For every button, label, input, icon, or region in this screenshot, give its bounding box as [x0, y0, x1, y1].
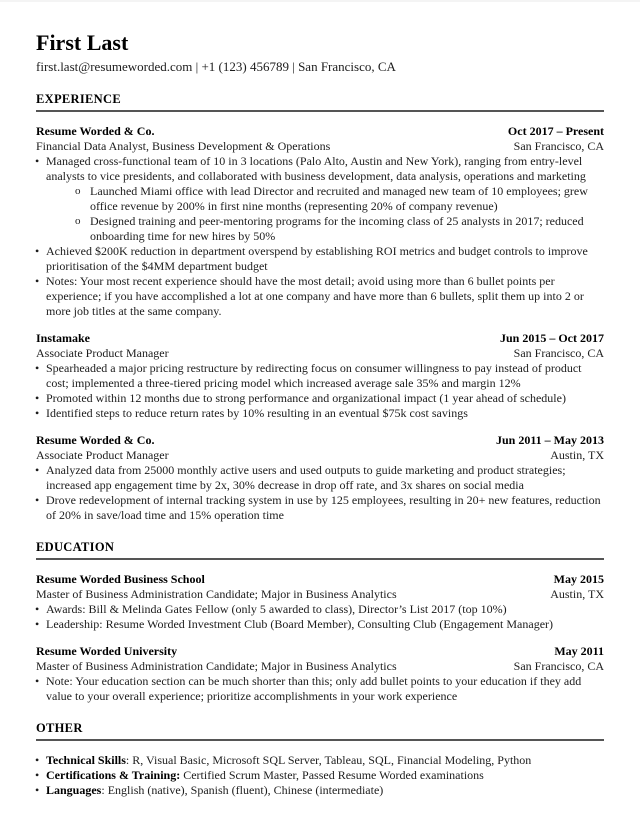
school-location: Austin, TX — [550, 587, 604, 601]
bullet-text: Notes: Your most recent experience should have the most detail; avoid using more than 6 bullet points per experience; if you have accomplished a lot at one company and have more than 6 bullets, split them up into 2 or more job titles at the same company. — [46, 274, 584, 318]
bullet-item — [36, 602, 604, 617]
skill-category-label: Certifications & Training: — [46, 768, 181, 782]
job-location: Austin, TX — [550, 448, 604, 462]
skill-category-text: : R, Visual Basic, Microsoft SQL Server, Tableau, SQL, Financial Modeling, Python — [125, 753, 532, 767]
bullet-item — [36, 463, 604, 493]
bullet-list — [36, 602, 604, 632]
sub-bullet-text: Designed training and peer-mentoring programs for the incoming class of 25 analysts in 2017; reduced onboarding time for new hires by 50% — [90, 214, 584, 243]
bullet-item — [36, 244, 604, 274]
education-section-title: EDUCATION — [36, 540, 604, 560]
job-title: Associate Product Manager — [36, 448, 169, 462]
contact-line: first.last@resumeworded.com | +1 (123) 456789 | San Francisco, CA — [36, 59, 396, 74]
bullet-item — [36, 768, 604, 783]
entry-header-row — [36, 433, 604, 448]
resume-name: First Last — [36, 30, 129, 55]
school-name: Resume Worded University — [36, 644, 178, 658]
experience-entry — [36, 433, 604, 523]
job-location: San Francisco, CA — [513, 139, 604, 153]
company-name: Instamake — [36, 331, 91, 345]
date-range: Jun 2011 – May 2013 — [495, 433, 604, 447]
entry-subheader-row — [36, 587, 604, 602]
experience-section-title: EXPERIENCE — [36, 92, 604, 112]
section-education — [36, 540, 604, 704]
other-section-title: OTHER — [36, 721, 604, 741]
bullet-text: Identified steps to reduce return rates by 10% resulting in an eventual $75k cost savings — [46, 406, 468, 420]
other-entry — [36, 753, 604, 798]
education-entry — [36, 572, 604, 632]
school-name: Resume Worded Business School — [36, 572, 205, 586]
date-range: May 2015 — [553, 572, 604, 586]
degree-title: Master of Business Administration Candidate; Major in Business Analytics — [36, 587, 397, 601]
entry-header-row — [36, 331, 604, 346]
bullet-text: Awards: Bill & Melinda Gates Fellow (only 5 awarded to class), Director’s List 2017 (top 10%) — [46, 602, 507, 616]
company-name: Resume Worded & Co. — [36, 433, 155, 447]
bullet-item — [36, 361, 604, 391]
bullet-text: Promoted within 12 months due to strong performance and organizational impact (1 year ahead of schedule) — [46, 391, 566, 405]
bullet-item — [36, 753, 604, 768]
bullet-list — [36, 154, 604, 319]
date-range: Jun 2015 – Oct 2017 — [499, 331, 604, 345]
sub-bullet-item — [74, 214, 604, 244]
entry-subheader-row — [36, 448, 604, 463]
skill-category-label: Technical Skills — [46, 753, 126, 767]
skill-category-text: Certified Scrum Master, Passed Resume Worded examinations — [180, 768, 484, 782]
bullet-text: Managed cross-functional team of 10 in 3 locations (Palo Alto, Austin and New York), ranging from entry-level analysts to vice presidents, and collaborated with business development, data analysis, operations and marketing — [46, 154, 586, 183]
bullet-text: Analyzed data from 25000 monthly active users and used outputs to guide marketing and product strategies; increased app engagement time by 2x, 30% decrease in drop off rate, and 3x shares on social media — [46, 463, 566, 492]
skill-category-label: Languages — [46, 783, 102, 797]
bullet-item — [36, 783, 604, 798]
experience-entry — [36, 124, 604, 319]
company-name: Resume Worded & Co. — [36, 124, 155, 138]
job-location: San Francisco, CA — [513, 346, 604, 360]
entry-subheader-row — [36, 139, 604, 154]
bullet-text: Drove redevelopment of internal tracking system in use by 125 employees, resulting in 20+ new features, reduction of 20% in save/load time and 15% operation time — [46, 493, 601, 522]
bullet-list — [36, 674, 604, 704]
section-other — [36, 721, 604, 798]
bullet-list — [36, 753, 604, 798]
bullet-list — [36, 361, 604, 421]
bullet-item — [36, 391, 604, 406]
bullet-item — [36, 617, 604, 632]
sub-bullet-item — [74, 184, 604, 214]
entry-header-row — [36, 124, 604, 139]
entry-header-row — [36, 644, 604, 659]
bullet-text: Achieved $200K reduction in department overspend by establishing ROI metrics and budget controls to improve prioritisation of the $4MM department budget — [46, 244, 588, 273]
degree-title: Master of Business Administration Candidate; Major in Business Analytics — [36, 659, 397, 673]
date-range: May 2011 — [554, 644, 604, 658]
bullet-item — [36, 406, 604, 421]
section-experience — [36, 92, 604, 523]
experience-entry — [36, 331, 604, 421]
bullet-item — [36, 674, 604, 704]
job-title: Associate Product Manager — [36, 346, 169, 360]
bullet-item — [36, 493, 604, 523]
job-title: Financial Data Analyst, Business Development & Operations — [36, 139, 331, 153]
date-range: Oct 2017 – Present — [507, 124, 604, 138]
entry-subheader-row — [36, 659, 604, 674]
sub-bullet-text: Launched Miami office with lead Director and recruited and managed new team of 10 employees; grew office revenue by 200% in first nine months (representing 20% of company revenue) — [90, 184, 588, 213]
bullet-text: Leadership: Resume Worded Investment Club (Board Member), Consulting Club (Engagement Manager) — [46, 617, 554, 631]
sub-bullet-list — [46, 184, 604, 244]
entry-subheader-row — [36, 346, 604, 361]
bullet-item — [36, 154, 604, 244]
bullet-text: Spearheaded a major pricing restructure by redirecting focus on consumer willingness to pay instead of product cost; implemented a three-tiered pricing model which increased average sale 35% and margin 12% — [46, 361, 582, 390]
bullet-list — [36, 463, 604, 523]
entry-header-row — [36, 572, 604, 587]
bullet-item — [36, 274, 604, 319]
education-entry — [36, 644, 604, 704]
skill-category-text: : English (native), Spanish (fluent), Chinese (intermediate) — [101, 783, 384, 797]
school-location: San Francisco, CA — [513, 659, 604, 673]
bullet-text: Note: Your education section can be much shorter than this; only add bullet points to your education if they add value to your overall experience; prioritize accomplishments in your work experience — [46, 674, 582, 703]
